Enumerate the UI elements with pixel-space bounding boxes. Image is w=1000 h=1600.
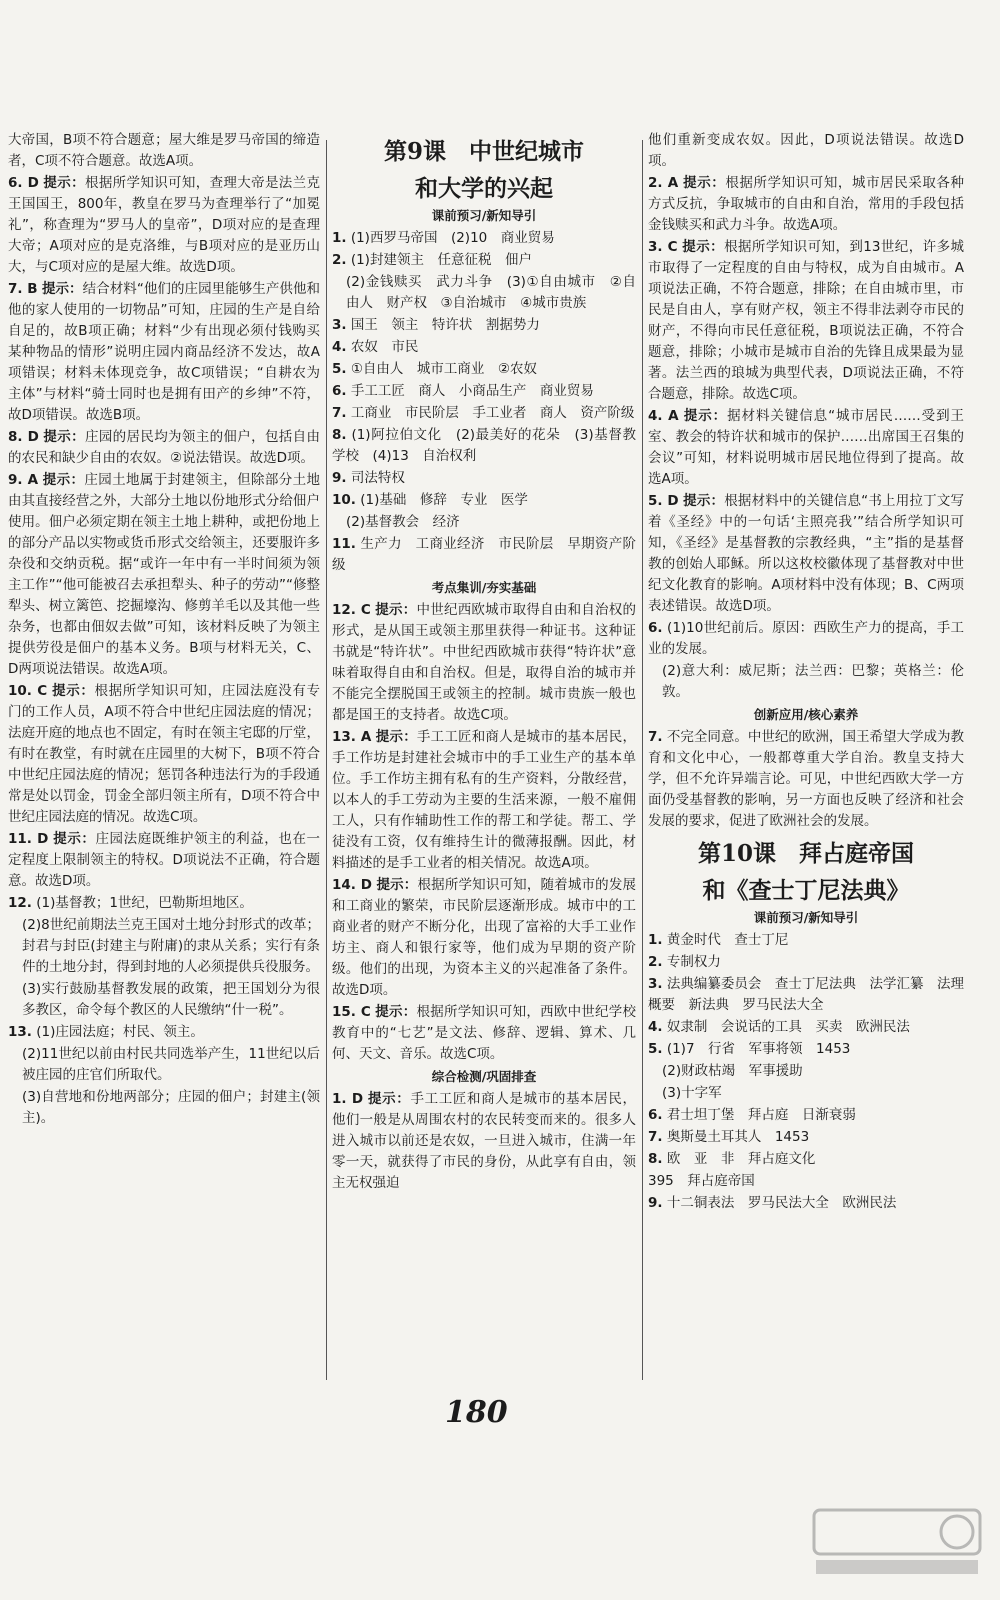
- answer-text: (2)8世纪前期法兰克王国对土地分封形式的改革；封君与封臣(封建主与附庸)的隶从关系；实行有条件的土地分封，得到封地的人必须提供兵役服务。: [22, 917, 320, 975]
- answer-text: 生产力 工商业经济 市民阶层 早期资产阶级: [332, 536, 637, 573]
- answer-number: 5. D: [648, 493, 679, 509]
- answer-number: 2.: [648, 954, 663, 970]
- answer-text: 欧 亚 非 拜占庭文化: [666, 1151, 816, 1167]
- answer-item: [332, 534, 636, 576]
- answer-item: [648, 491, 964, 617]
- answer-item: [332, 468, 636, 489]
- answer-number: 5.: [648, 1041, 663, 1057]
- answer-item: [332, 315, 636, 336]
- answer-item: [648, 952, 964, 973]
- answer-item: [648, 1193, 964, 1214]
- answer-number: 2. A: [648, 175, 679, 191]
- answer-text: (2)基督教会 经济: [346, 514, 460, 530]
- answer-list: [648, 130, 964, 703]
- answer-item: [648, 618, 964, 660]
- answer-text: 君士坦丁堡 拜占庭 日渐衰弱: [666, 1107, 856, 1123]
- answer-list: [332, 228, 636, 576]
- answer-item: [648, 406, 964, 490]
- column-divider: [326, 140, 327, 1380]
- answer-item: [332, 1089, 636, 1194]
- answer-list: [648, 930, 964, 1214]
- hint-label: 提示：: [683, 408, 728, 424]
- lesson-10-title-line1: 第10课 拜占庭帝国: [697, 840, 914, 867]
- answer-item: [648, 661, 964, 703]
- answer-item: [648, 1105, 964, 1126]
- hint-label: 提示：: [43, 175, 85, 191]
- answer-item: [8, 1087, 320, 1129]
- answer-item: [648, 974, 964, 1016]
- answer-number: 9.: [332, 470, 347, 486]
- answer-text: 手工工匠和商人是城市的基本居民，他们一般是从周围农村的农民转变而来的。很多人进入城市以前还是农奴，一旦进入城市，住满一年零一天，就获得了市民的身份，从此享有自由，领主无权强迫: [332, 1091, 637, 1191]
- hint-label: 提示：: [683, 493, 725, 509]
- answer-number: 13. A: [332, 729, 372, 745]
- answer-number: 6.: [648, 1107, 663, 1123]
- answer-item: [648, 1017, 964, 1038]
- answer-item: [8, 829, 320, 892]
- answer-text: (1)庄园法庭；村民、领主。: [36, 1024, 204, 1040]
- hint-label: 提示：: [375, 729, 417, 745]
- answer-text: (1)封建领主 任意征税 佃户: [350, 252, 532, 268]
- lesson-9-title-line1: 第9课 中世纪城市: [383, 138, 584, 165]
- answer-number: 8. D: [8, 429, 39, 445]
- answer-text: 庄园的居民均为领主的佃户，包括自由的农民和缺少自由的农奴。②说法错误。故选D项。: [8, 429, 321, 466]
- answer-page: [8, 130, 992, 1380]
- answer-text: 庄园法庭既维护领主的利益，也在一定程度上限制领主的特权。D项说法不正确，符合题意。故选D项。: [8, 831, 321, 889]
- watermark-logo: [812, 1508, 982, 1578]
- hint-label: 提示：: [683, 175, 726, 191]
- answer-item: [332, 727, 636, 874]
- answer-text: 结合材料“他们的庄园里能够生产供他和他的家人使用的一切物品”可知，庄园的生产是自给自足的，故B项正确；材料“少有出现必须付钱购买某种物品的情形”说明庄园内商品经济不发达，故A项错误；材料未体现竞争，故C项错误；“自耕农为主体”与材料“骑士同时也是拥有田产的乡绅”不符，故D项错误。故选B项。: [8, 281, 321, 423]
- column-left: [8, 130, 320, 1130]
- answer-item: [648, 727, 964, 832]
- answer-text: (1)西罗马帝国 (2)10 商业贸易: [350, 230, 555, 246]
- answer-item: [8, 130, 320, 172]
- answer-text: (2)意大利：威尼斯；法兰西：巴黎；英格兰：伦敦。: [662, 663, 964, 700]
- answer-text: (1)基督教；1世纪，巴勒斯坦地区。: [36, 895, 253, 911]
- answer-item: [332, 228, 636, 249]
- page-number: 180: [445, 1395, 508, 1430]
- answer-text: 据材料关键信息“城市居民……受到王室、教会的特许状和城市的保护……出席国王召集的会议”可知，材料说明城市居民地位得到了提高。故选A项。: [648, 408, 965, 487]
- answer-number: 4.: [648, 1019, 663, 1035]
- hint-label: 提示：: [376, 877, 418, 893]
- answer-text: (3)自营地和份地两部分；庄园的佃户；封建主(领主)。: [22, 1089, 320, 1126]
- hint-label: 提示：: [682, 239, 725, 255]
- answer-number: 7.: [648, 729, 663, 745]
- answer-text: (2)金钱赎买 武力斗争 (3)①自由城市 ②自由人 财产权 ③自治城市 ④城市贵族: [346, 274, 636, 311]
- lesson-10-title-line2: 和《查士丁尼法典》: [702, 877, 910, 904]
- answer-number: 3.: [332, 317, 347, 333]
- answer-item: [648, 237, 964, 405]
- answer-item: [8, 470, 320, 680]
- answer-text: 根据所学知识可知，庄园法庭没有专门的工作人员，A项不符合中世纪庄园法庭的情况；法庭开庭的地点也不固定，有时在领主宅邸的厅堂，有时在教堂，有时就在庄园里的大树下，B项不符合中世纪庄园法庭的情况；惩罚各种违法行为的手段通常是处以罚金，罚金全部归领主所有，D项不符合中世纪庄园法庭的情况。故选C项。: [8, 683, 321, 825]
- answer-number: 1. D: [332, 1091, 364, 1107]
- answer-number: 4. A: [648, 408, 679, 424]
- answer-number: 3. C: [648, 239, 678, 255]
- answer-text: 十二铜表法 罗马民法大全 欧洲民法: [666, 1195, 897, 1211]
- answer-item: [332, 359, 636, 380]
- answer-number: 12.: [8, 895, 32, 911]
- answer-number: 1.: [648, 932, 663, 948]
- column-middle: [332, 130, 636, 1195]
- answer-number: 2.: [332, 252, 347, 268]
- answer-item: [8, 1022, 320, 1043]
- answer-text: 手工工匠和商人是城市的基本居民，手工作坊是封建社会城市中的手工业生产的基本单位。手工作坊主拥有私有的生产资料，分散经营，以本人的手工劳动为主要的生活来源，一般不雇佣工人，只有作辅助性工作的帮工和学徒。帮工、学徒没有工资，仅有维持生计的微薄报酬。因此，材料描述的是手工业者的相关情况。故选A项。: [332, 729, 636, 871]
- answer-number: 14. D: [332, 877, 372, 893]
- section-heading: 课前预习/新知导引: [753, 910, 859, 925]
- answer-number: 3.: [648, 976, 663, 992]
- answer-number: 15. C: [332, 1004, 371, 1020]
- answer-item: [332, 272, 636, 314]
- answer-item: [332, 403, 636, 424]
- answer-text: 395 拜占庭帝国: [648, 1173, 755, 1189]
- answer-list: [648, 727, 964, 832]
- answer-item: [8, 681, 320, 828]
- hint-label: 提示：: [43, 429, 85, 445]
- answer-text: 根据材料中的关键信息“书上用拉丁文写着《圣经》中的一句话‘主照亮我’”结合所学知识可知，《圣经》是基督教的宗教经典，“主”指的是基督教的创始人耶稣。所以这枚校徽体现了基督教对中世纪文化教育的影响。A项材料中没有体现；B、C两项表述错误。故选D项。: [648, 493, 965, 614]
- answer-text: 大帝国，B项不符合题意；屋大维是罗马帝国的缔造者，C项不符合题意。故选A项。: [8, 132, 320, 169]
- answer-number: 5.: [332, 361, 347, 377]
- answer-text: 根据所学知识可知，城市居民采取各种方式反抗，争取城市的自由和自治，常用的手段包括金钱赎买和武力斗争。故选A项。: [648, 175, 965, 233]
- answer-text: 他们重新变成农奴。因此，D项说法错误。故选D项。: [648, 132, 964, 169]
- answer-item: [332, 512, 636, 533]
- answer-item: [648, 1149, 964, 1170]
- lesson-9-title-line2: 和大学的兴起: [415, 175, 553, 202]
- section-heading: 创新应用/核心素养: [753, 707, 859, 722]
- section-heading: 综合检测/巩固排查: [431, 1069, 537, 1084]
- answer-text: (1)7 行省 军事将领 1453: [666, 1041, 851, 1057]
- hint-label: 提示：: [42, 472, 85, 488]
- answer-text: 黄金时代 查士丁尼: [666, 932, 789, 948]
- answer-text: (2)财政枯竭 军事援助: [662, 1063, 803, 1079]
- answer-item: [648, 930, 964, 951]
- answer-text: 根据所学知识可知，到13世纪，许多城市取得了一定程度的自由与特权，成为自由城市。A项说法正确，不符合题意，排除；在自由城市里，市民是自由人，享有财产权，领主不得非法剥夺市民的财产，不得向市民任意征税，B项说法正确，不符合题意，排除；小城市是城市自治的先锋且成果最为显著。法兰西的琅城为典型代表，D项说法正确，不符合题意，排除。故选C项。: [648, 239, 965, 402]
- answer-text: 农奴 市民: [350, 339, 419, 355]
- answer-text: (3)实行鼓励基督教发展的政策，把王国划分为很多教区，命令每个教区的人民缴纳“什一税”。: [22, 981, 320, 1018]
- answer-text: 国王 领主 特许状 割据势力: [350, 317, 540, 333]
- answer-item: [648, 1083, 964, 1104]
- answer-number: 6.: [332, 383, 347, 399]
- answer-item: [332, 600, 636, 726]
- answer-number: 12. C: [332, 602, 371, 618]
- answer-number: 8.: [332, 427, 347, 443]
- answer-number: 7. B: [8, 281, 38, 297]
- answer-list: [332, 600, 636, 1065]
- answer-number: 7.: [332, 405, 347, 421]
- answer-item: [8, 1044, 320, 1086]
- answer-item: [648, 1171, 964, 1192]
- answer-text: (2)11世纪以前由村民共同选举产生，11世纪以后被庄园的庄官们所取代。: [22, 1046, 320, 1083]
- answer-number: 9.: [648, 1195, 663, 1211]
- answer-item: [648, 1039, 964, 1060]
- answer-number: 8.: [648, 1151, 663, 1167]
- answer-text: 工商业 市民阶层 手工业者 商人 资产阶级: [350, 405, 635, 421]
- answer-item: [8, 915, 320, 978]
- column-right: [648, 130, 964, 1215]
- answer-text: (1)10世纪前后。原因：西欧生产力的提高，手工业的发展。: [648, 620, 964, 657]
- answer-item: [648, 1061, 964, 1082]
- answer-number: 1.: [332, 230, 347, 246]
- answer-item: [332, 490, 636, 511]
- hint-label: 提示：: [53, 831, 96, 847]
- column-divider: [642, 140, 643, 1380]
- answer-number: 6.: [648, 620, 663, 636]
- answer-text: 奥斯曼土耳其人 1453: [666, 1129, 810, 1145]
- answer-number: 4.: [332, 339, 347, 355]
- answer-item: [332, 250, 636, 271]
- answer-item: [332, 425, 636, 467]
- answer-item: [8, 279, 320, 426]
- hint-label: 提示：: [52, 683, 95, 699]
- answer-item: [8, 979, 320, 1021]
- answer-item: [648, 173, 964, 236]
- answer-number: 9. A: [8, 472, 39, 488]
- answer-number: 11.: [332, 536, 356, 552]
- answer-text: 司法特权: [350, 470, 405, 486]
- answer-number: 10.: [332, 492, 356, 508]
- hint-label: 提示：: [368, 1091, 411, 1107]
- hint-label: 提示：: [375, 1004, 417, 1020]
- answer-item: [648, 1127, 964, 1148]
- answer-item: [332, 1002, 636, 1065]
- answer-list: [332, 1089, 636, 1194]
- answer-item: [648, 130, 964, 172]
- answer-text: 不完全同意。中世纪的欧洲，国王希望大学成为教育和文化中心，一般都尊重大学自治。教皇支持大学，但不允许异端言论。可见，中世纪西欧大学一方面仍受基督教的影响，另一方面也反映了经济和社会发展的要求，促进了欧洲社会的发展。: [648, 729, 965, 829]
- answer-text: 专制权力: [666, 954, 721, 970]
- answer-text: (1)基础 修辞 专业 医学: [360, 492, 528, 508]
- answer-text: ①自由人 城市工商业 ②农奴: [350, 361, 538, 377]
- answer-text: (3)十字军: [662, 1085, 722, 1101]
- section-heading: 课前预习/新知导引: [431, 208, 537, 223]
- answer-text: 根据所学知识可知，随着城市的发展和工商业的繁荣，市民阶层逐渐形成。城市中的工商业者的财产不断分化，出现了富裕的大手工业作坊主、商人和银行家等，他们成为早期的资产阶级。他们的出现，为资本主义的兴起准备了条件。故选D项。: [332, 877, 637, 998]
- answer-text: 根据所学知识可知，西欧中世纪学校教育中的“七艺”是文法、修辞、逻辑、算术、几何、天文、音乐。故选C项。: [332, 1004, 637, 1062]
- answer-text: 手工工匠 商人 小商品生产 商业贸易: [350, 383, 594, 399]
- answer-text: 庄园土地属于封建领主，但除部分土地由其直接经营之外，大部分土地以份地形式分给佃户使用。佃户必须定期在领主土地上耕种，或把份地上的部分产品以实物或货币形式交给领主，还要服许多杂役和交纳贡税。据“或许一年中有一半时间须为领主工作”“他可能被召去承担犁头、种子的劳动”“修整犁头、树立篱笆、挖掘壕沟、修剪羊毛以及其他一些杂务，也都由佃奴去做”可知，该材料反映了为领主提供劳役是佃户的基本义务。B项与材料无关，C、D两项说法错误。故选A项。: [8, 472, 321, 677]
- answer-item: [8, 427, 320, 469]
- answer-number: 11. D: [8, 831, 49, 847]
- answer-text: 中世纪西欧城市取得自由和自治权的形式，是从国王或领主那里获得一种证书。这种证书就是“特许状”。中世纪西欧城市获得“特许状”意味着取得自由和自治权。但是，取得自治的城市并不能完全摆脱国王或领主的控制。城市贵族一般也都是国王的支持者。故选C项。: [332, 602, 637, 723]
- answer-text: 根据所学知识可知，查理大帝是法兰克王国国王，800年，教皇在罗马为查理举行了“加冕礼”，称查理为“罗马人的皇帝”，D项对应的是查理大帝；A项对应的是克洛维，与B项对应的是亚历山大，与C项对应的是屋大维。故选D项。: [8, 175, 321, 275]
- answer-item: [332, 875, 636, 1001]
- section-heading: 考点集训/夯实基础: [431, 580, 537, 595]
- answer-text: 奴隶制 会说话的工具 买卖 欧洲民法: [666, 1019, 910, 1035]
- answer-number: 6. D: [8, 175, 39, 191]
- answer-text: 法典编纂委员会 查士丁尼法典 法学汇纂 法理概要 新法典 罗马民法大全: [648, 976, 965, 1013]
- answer-number: 7.: [648, 1129, 663, 1145]
- answer-item: [332, 381, 636, 402]
- answer-item: [8, 893, 320, 914]
- hint-label: 提示：: [375, 602, 417, 618]
- hint-label: 提示：: [41, 281, 83, 297]
- answer-item: [8, 173, 320, 278]
- answer-number: 10. C: [8, 683, 48, 699]
- answer-number: 13.: [8, 1024, 32, 1040]
- answer-text: (1)阿拉伯文化 (2)最美好的花朵 (3)基督教学校 (4)13 自治权利: [332, 427, 636, 464]
- answer-item: [332, 337, 636, 358]
